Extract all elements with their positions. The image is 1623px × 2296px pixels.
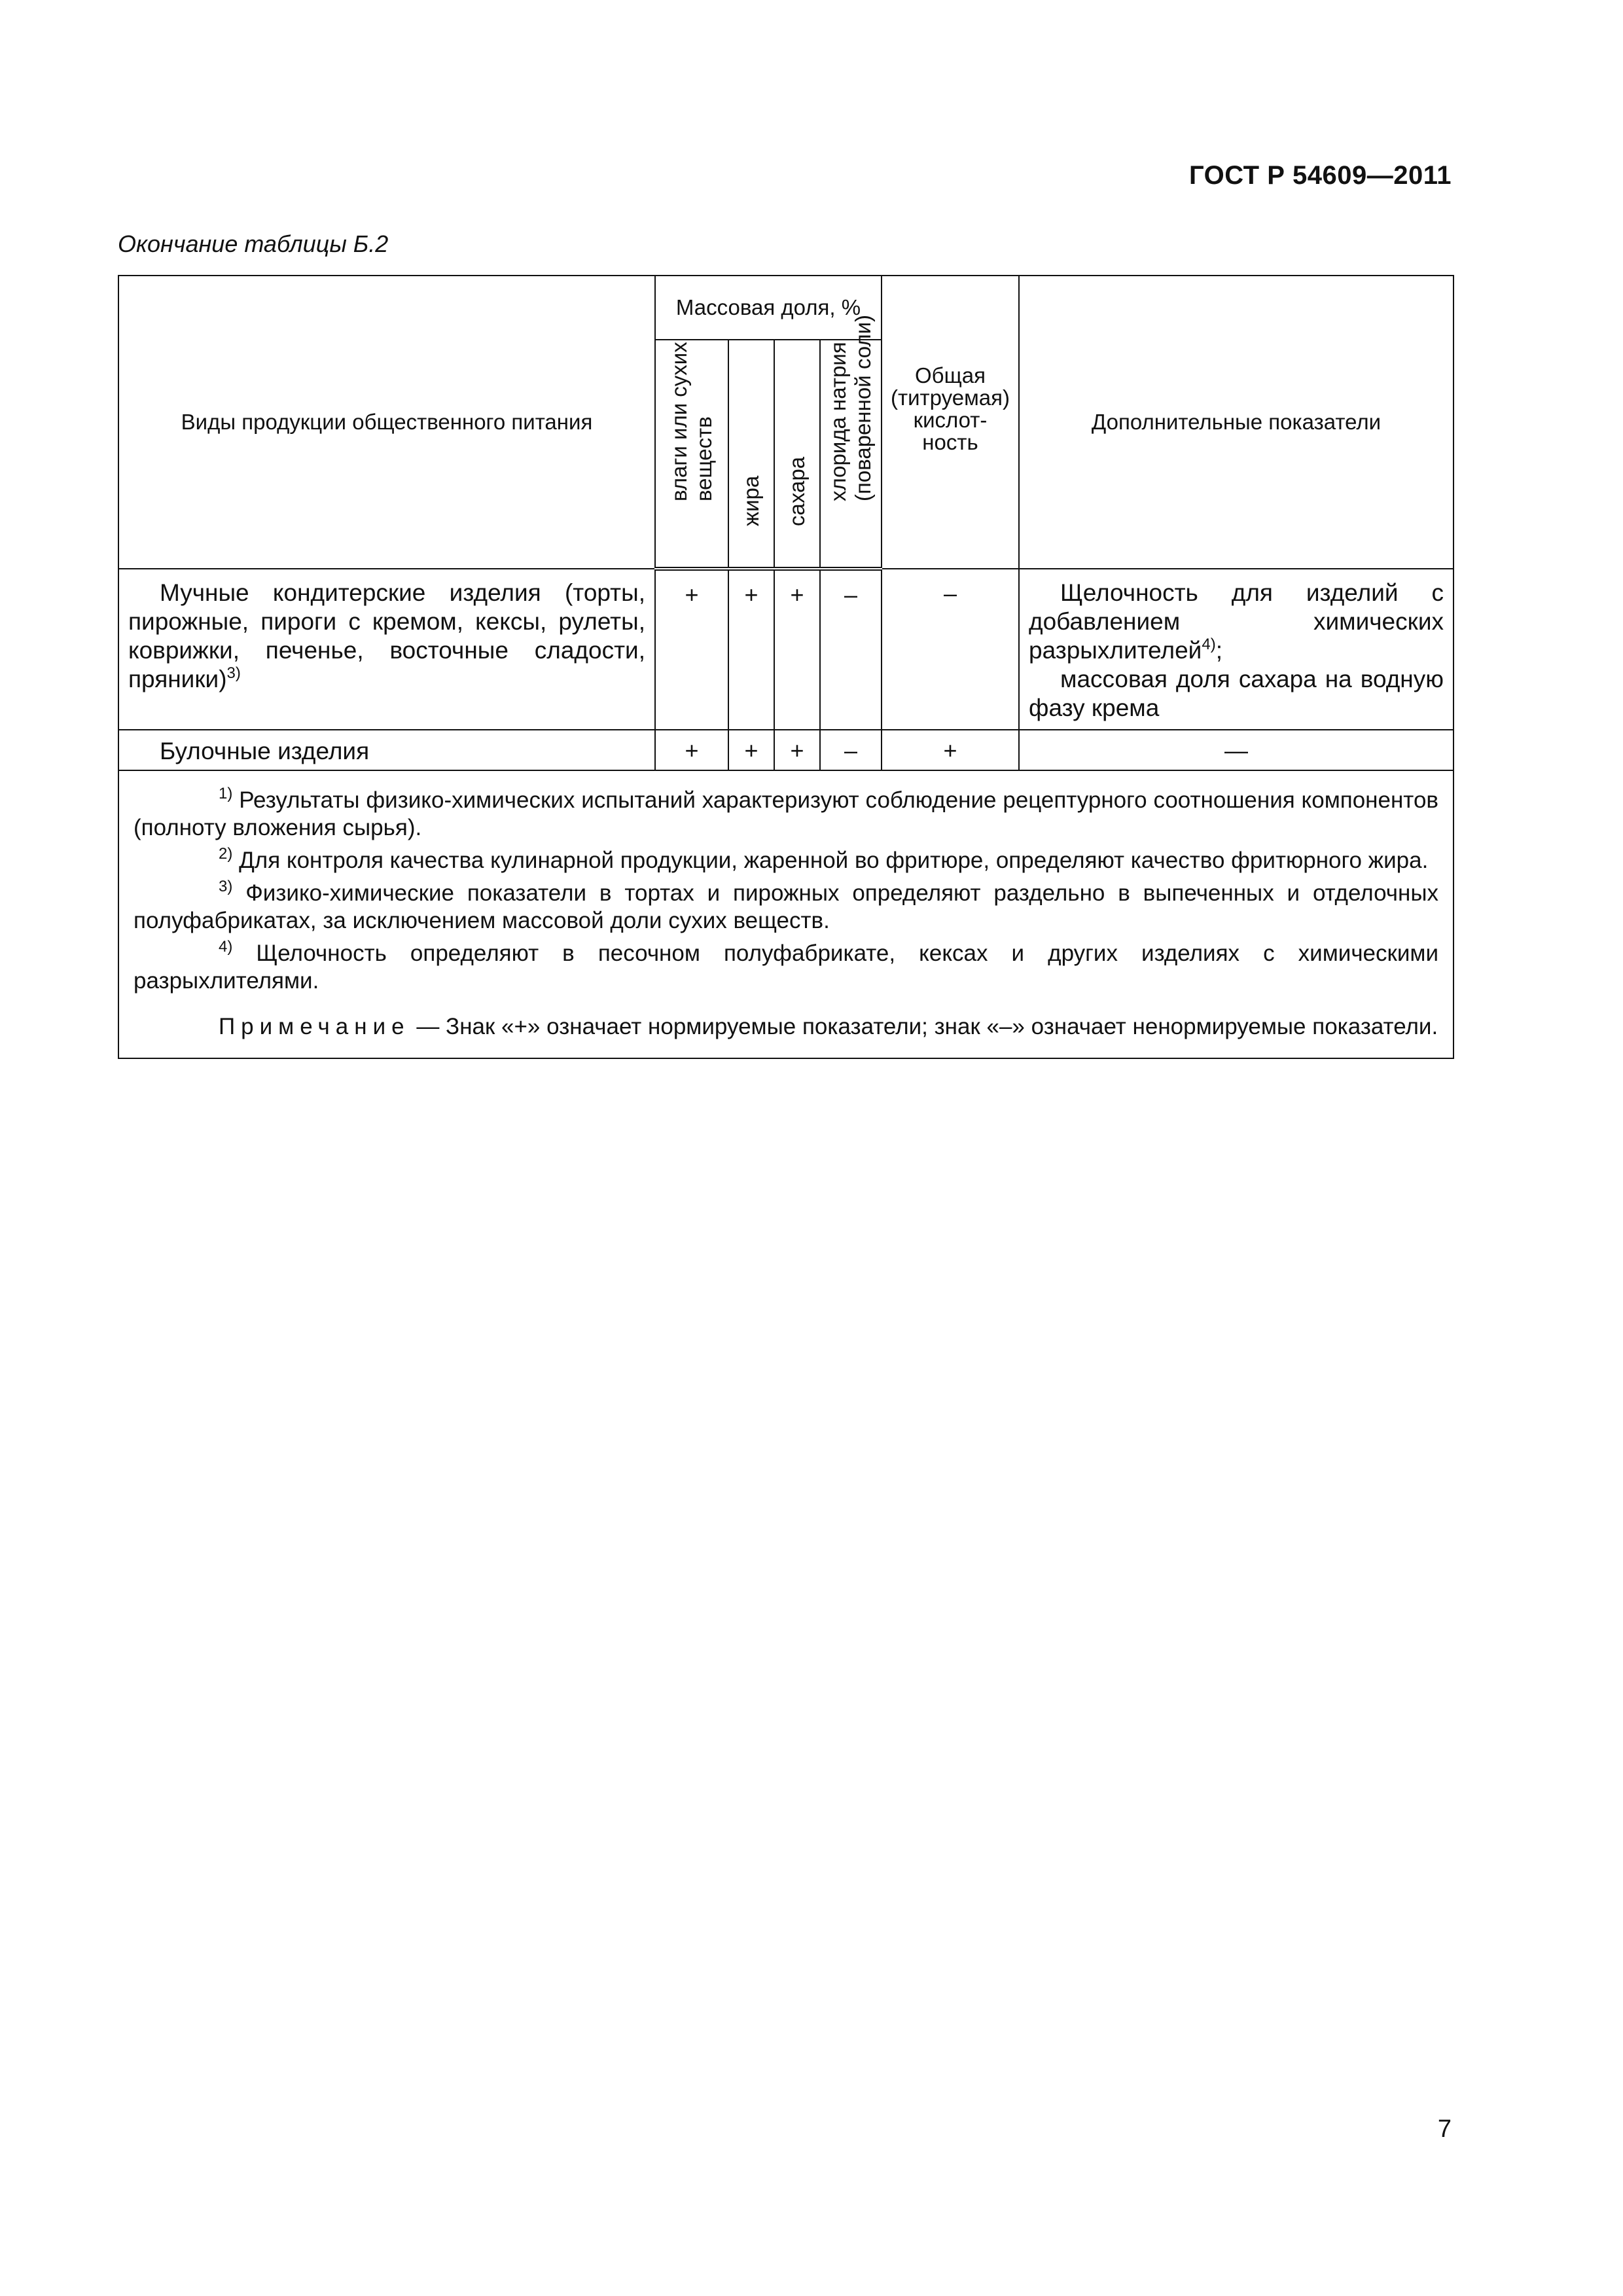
cell-moisture: +	[655, 569, 728, 730]
table-row	[118, 730, 1454, 770]
product-name: Булочные изделия	[118, 730, 655, 770]
footnote: $^{3)}$ Физико-химические показатели в тортах и пирожных определяют раздельно в выпеченных и отделочных полуфабрикатах, за исключением массовой доли сухих веществ.	[134, 878, 1438, 933]
header-mass-fraction: Массовая доля, %	[655, 276, 882, 340]
header-sugar: сахара	[774, 340, 820, 569]
header-fat: жира	[728, 340, 774, 569]
table-note: Примечание — Знак «+» означает нормируемые показатели; знак «–» означает ненормируемые показатели.	[219, 1014, 1438, 1039]
cell-salt: –	[820, 569, 882, 730]
product-name: Мучные кондитерские изделия (торты, пирожные, пироги с кремом, кексы, рулеты, коврижки, печенье, восточные сладости, пряники)$^{3)}$	[118, 569, 655, 730]
cell-salt: –	[820, 730, 882, 770]
indicators-table	[118, 275, 1454, 1059]
footnotes	[118, 770, 1454, 1058]
cell-extra: Щелочность для изделий с добавлением химических разрыхлителей$^{4)}$; массовая доля сахара на водную фазу крема	[1019, 569, 1454, 730]
header-product: Виды продукции общественного питания	[118, 276, 655, 569]
page-number: 7	[1437, 2115, 1452, 2143]
cell-moisture: +	[655, 730, 728, 770]
cell-fat: +	[728, 569, 774, 730]
footnote: $^{2)}$ Для контроля качества кулинарной продукции, жаренной во фритюре, определяют качество фритюрного жира.	[219, 845, 1429, 873]
header-salt: хлорида натрия (поваренной соли)	[820, 340, 882, 569]
header-acidity: Общая (титруемая) кислот- ность	[882, 276, 1019, 569]
footnote: $^{1)}$ Результаты физико-химических испытаний характеризуют соблюдение рецептурного соотношения компонентов (полноту вложения сырья).	[134, 785, 1438, 840]
header-moisture: влаги или сухих веществ	[655, 340, 728, 569]
footnote: $^{4)}$ Щелочность определяют в песочном полуфабрикате, кексах и других изделиях с химическими разрыхлителями.	[134, 938, 1438, 994]
cell-sugar: +	[774, 730, 820, 770]
cell-fat: +	[728, 730, 774, 770]
table-row	[118, 569, 1454, 730]
header-extra-indicators: Дополнительные показатели	[1019, 276, 1454, 569]
cell-sugar: +	[774, 569, 820, 730]
standard-number: ГОСТ Р 54609—2011	[1189, 161, 1452, 190]
cell-acidity: +	[882, 730, 1019, 770]
cell-acidity: –	[882, 569, 1019, 730]
cell-extra: —	[1019, 730, 1454, 770]
table-caption: Окончание таблицы Б.2	[118, 230, 389, 257]
